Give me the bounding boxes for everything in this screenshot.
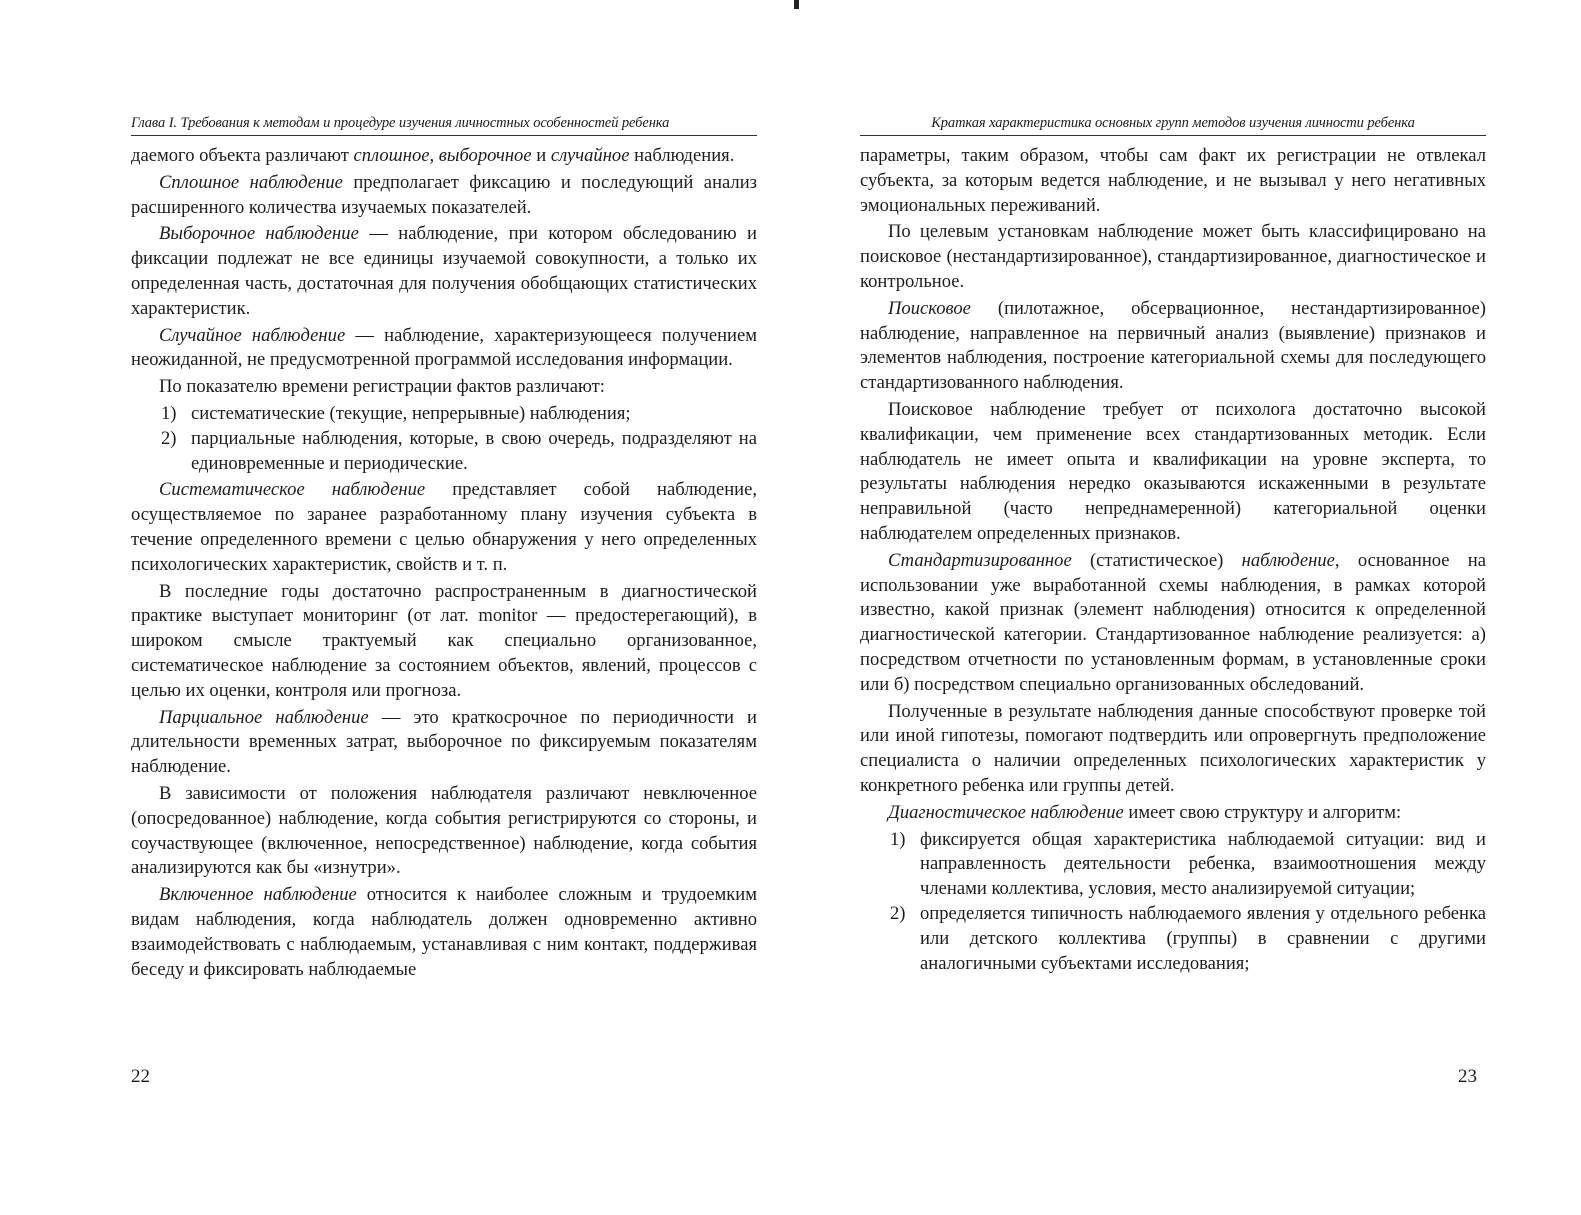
text: — наблюдение, характеризующееся получением неожиданной, не предусмотренной программой исследования информации. — [131, 324, 757, 371]
right-running-head: Краткая характеристика основных групп методов изучения личности ребенка — [860, 112, 1486, 136]
paragraph: В зависимости от положения наблюдателя различают невключенное (опосредованное) наблюдение, когда события регистрируются со стороны, и соучаствующее (включенное, непосредственное) наблюдение, когда события анализируются как бы «изнутри». — [131, 782, 757, 879]
text: наблюдения. — [629, 145, 735, 166]
text: имеет свою структуру и алгоритм: — [1123, 801, 1402, 823]
paragraph — [131, 144, 757, 169]
text: — это краткосрочное по периодичности и длительности временных затрат, выборочное по фиксируемым показателям наблюдение. — [131, 706, 757, 778]
list-text: парциальные наблюдения, которые, в свою очередь, подразделяют на единовременные и периодические. — [191, 427, 757, 474]
list-item — [161, 402, 757, 427]
paragraph — [860, 549, 1486, 698]
right-page — [860, 112, 1486, 978]
italic-term: Парциальное наблюдение — [159, 706, 369, 728]
paragraph — [131, 706, 757, 780]
left-page-body — [131, 144, 757, 982]
list-number: 1) — [890, 828, 906, 850]
text: , основанное на использовании уже выработанной схемы наблюдения, в рамках которой известно, какой признак (элемент наблюдения) относится к определенной диагностической категории. Стандартизованное наблюдение реализуется: а) посредством отчетности по установленным формам, в установленные сроки или б) посредством специально организованных обследований. — [860, 549, 1487, 695]
text: относится к наиболее сложным и трудоемким видам наблюдения, когда наблюдатель должен одновременно активно взаимодействовать с наблюдаемым, устанавливая с ним контакт, поддерживая беседу и фиксировать наблюдаемые — [131, 884, 757, 980]
list-number: 2) — [890, 902, 906, 924]
text: (статистическое) — [1071, 549, 1242, 571]
italic-term: наблюдение — [1241, 549, 1335, 571]
text: (пилотажное, обсервационное, нестандартизированное) наблюдение, направленное на первичный анализ (выявление) признаков и элементов наблюдения, построение категориальной схемы для последующего стандартизованного наблюдения. — [860, 297, 1486, 394]
paragraph — [131, 171, 757, 221]
paragraph: Поисковое наблюдение требует от психолога достаточно высокой квалификации, чем применение всех стандартизованных методик. Если наблюдатель не имеет опыта и квалификации на уровне эксперта, то результаты наблюдения нередко оказываются искаженными в результате неправильной (часто непреднамеренной) категориальной оценки наблюдателем определенных признаков. — [860, 398, 1486, 544]
italic-term: Включенное наблюдение — [159, 884, 357, 906]
italic-term: Случайное наблюдение — [159, 324, 346, 346]
list-item — [161, 427, 757, 477]
left-page — [131, 112, 757, 984]
right-page-number: 23 — [1458, 1066, 1477, 1087]
text: предполагает фиксацию и последующий анализ расширенного количества изучаемых показателей. — [131, 171, 758, 218]
paragraph: В последние годы достаточно распространенным в диагностической практике выступает мониторинг (от лат. monitor — предостерегающий), в широком смысле трактуемый как специально организованное, систематическое наблюдение за состоянием объектов, явлений, процессов с целью их оценки, контроля или прогноза. — [131, 580, 757, 701]
paragraph — [131, 478, 757, 577]
binding-mark — [794, 0, 799, 9]
list-text: фиксируется общая характеристика наблюдаемой ситуации: вид и направленность деятельности ребенка, взаимоотношения между членами коллектива, условия, место анализируемой ситуации; — [920, 828, 1486, 900]
list-item — [890, 902, 1486, 976]
paragraph — [131, 324, 757, 374]
italic-term: случайное — [550, 145, 630, 166]
list-number: 1) — [161, 402, 177, 424]
paragraph — [131, 222, 757, 321]
italic-term: Систематическое наблюдение — [159, 479, 426, 501]
list-text: систематические (текущие, непрерывные) наблюдения; — [191, 402, 631, 424]
italic-term: Сплошное наблюдение — [159, 171, 343, 193]
text: и — [531, 145, 551, 166]
italic-term: Стандартизированное — [888, 549, 1072, 571]
paragraph: параметры, таким образом, чтобы сам факт их регистрации не отвлекал субъекта, за которым ведется наблюдение, и не вызывал у него негативных эмоциональных переживаний. — [860, 145, 1486, 216]
numbered-list — [860, 828, 1486, 977]
paragraph: По показателю времени регистрации фактов различают: — [159, 376, 605, 398]
italic-term: Выборочное наблюдение — [159, 223, 359, 245]
left-page-number: 22 — [131, 1066, 150, 1087]
paragraph — [131, 883, 757, 982]
text: даемого объекта различают — [131, 145, 354, 166]
list-item — [890, 828, 1486, 902]
paragraph: Полученные в результате наблюдения данные способствуют проверке той или иной гипотезы, помогают подтвердить или опровергнуть предположение специалиста о наличии определенных психологических характеристик у конкретного ребенка или группы детей. — [860, 700, 1486, 796]
paragraph — [860, 297, 1486, 396]
paragraph — [860, 801, 1486, 826]
right-page-body — [860, 144, 1486, 976]
list-number: 2) — [161, 427, 177, 449]
italic-term: Диагностическое наблюдение — [888, 801, 1124, 823]
numbered-list — [131, 402, 757, 476]
text: — наблюдение, при котором обследованию и фиксации подлежат не все единицы изучаемой совокупности, а только их определенная часть, достаточная для получения обобщающих статистических характеристик. — [131, 223, 758, 319]
list-text: определяется типичность наблюдаемого явления у отдельного ребенка или детского коллектива (группы) в сравнении с другими аналогичными субъектами исследования; — [920, 902, 1486, 974]
text: представляет собой наблюдение, осуществляемое по заранее разработанному плану изучения субъекта в течение определенного времени с целью обнаружения у него определенных психологических характеристик, свойств и т. п. — [131, 479, 757, 575]
italic-term: Поисковое — [888, 297, 971, 319]
paragraph: По целевым установкам наблюдение может быть классифицировано на поисковое (нестандартизированное), стандартизированное, диагностическое и контрольное. — [860, 221, 1486, 292]
left-running-head: Глава I. Требования к методам и процедуре изучения личностных особенностей ребенка — [131, 112, 757, 136]
italic-term: сплошное, выборочное — [353, 145, 532, 166]
